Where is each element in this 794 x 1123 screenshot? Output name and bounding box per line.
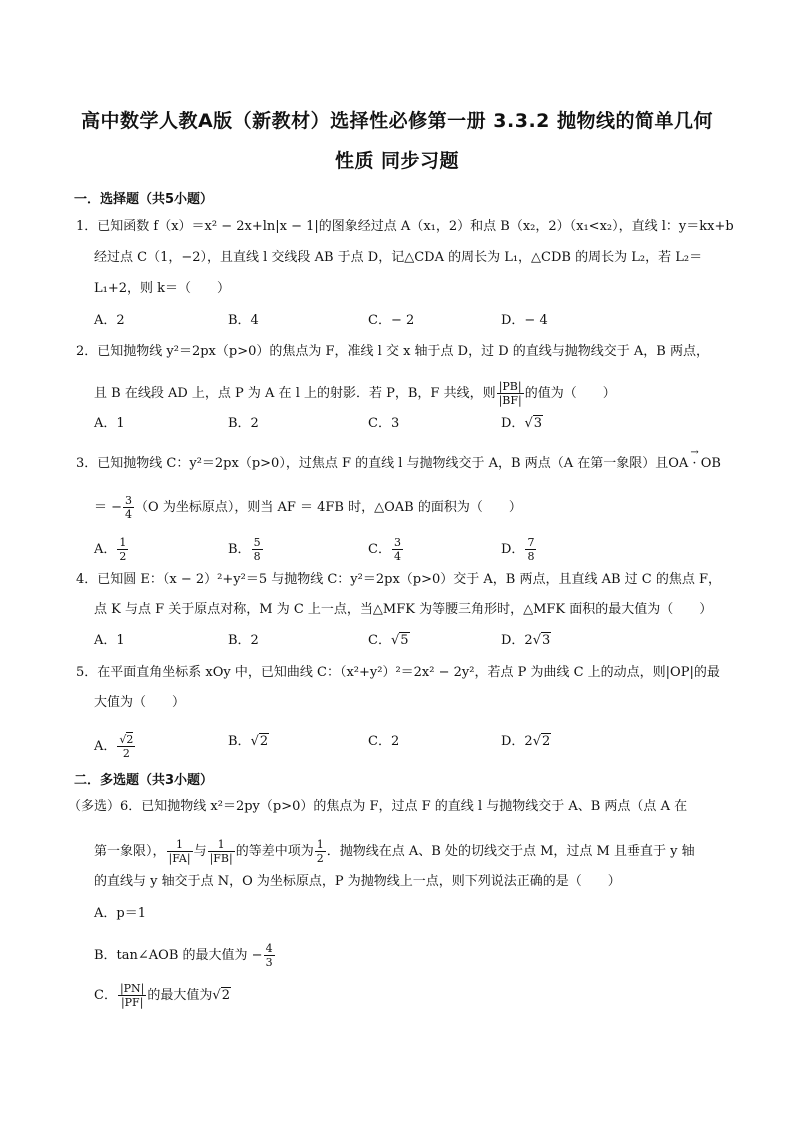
q3-c-den: 4: [393, 550, 401, 563]
q4-option-a: A．1: [94, 633, 125, 648]
q2-option-d: [501, 415, 543, 433]
q2-frac-num: |PB|: [497, 380, 524, 394]
q3-option-a-label: A．: [94, 542, 117, 557]
q1-text-a: 1．已知函数: [76, 219, 154, 234]
question-4-line-1: 4．已知圆 E：（x − 2）²+y²＝5 与抛物线 C：y²＝2px（p>0）交于 A，B 两点，且直线 AB 过 C 的焦点 F，: [76, 572, 722, 587]
q6-frac-3: [315, 838, 326, 865]
q3-frac-num: 3: [125, 494, 133, 507]
q3-option-d: [501, 536, 537, 563]
q1-option-c: C．− 2: [368, 313, 415, 328]
question-6-line-1: （多选）6．已知抛物线 x²＝2py（p>0）的焦点为 F，过点 F 的直线 l 与抛物线交于 A、B 两点（点 A 在: [68, 799, 688, 814]
q5-option-a-label: A．: [94, 739, 117, 754]
q5-option-d-label: D．2: [501, 734, 533, 749]
question-5-line-2: 大值为（ ）: [94, 695, 186, 710]
q6-frac-2: [208, 838, 235, 865]
q6-frac-1: [167, 838, 193, 865]
q3-c-num: 3: [393, 536, 401, 549]
q5-option-a: [94, 733, 136, 760]
q3-option-c-label: C．: [368, 542, 391, 557]
q6-f1-num: 1: [167, 838, 193, 852]
q6-f1-den: |FA|: [168, 852, 191, 865]
q3-d-den: 8: [527, 550, 535, 563]
q5-a-num: √2: [119, 733, 134, 746]
q3-b-num: 5: [253, 536, 261, 549]
q6-option-b-frac: [264, 942, 275, 969]
q2-option-a: A．1: [94, 416, 125, 431]
question-6-line-3: 的直线与 y 轴交于点 N，O 为坐标原点，P 为抛物线上一点，则下列说法正确的是（ ）: [94, 874, 621, 889]
q6-f3-num: 1: [316, 838, 324, 851]
q6-c-num: |PN|: [119, 982, 145, 995]
q4-option-b: B．2: [228, 633, 259, 648]
q2-option-d-radicand: 3: [533, 416, 543, 431]
q3-option-c: [368, 536, 404, 563]
q2-text-a: 且 B 在线段 AD 上，点 P 为 A 在 l 上的射影．若 P，B，F 共线，则: [94, 386, 496, 401]
q3-a-num: 1: [119, 536, 127, 549]
q2-option-b: B．2: [228, 416, 259, 431]
q3-option-b-frac: [252, 536, 263, 563]
q4-option-c-radicand: 5: [400, 633, 409, 648]
question-2-line-1: 2．已知抛物线 y²＝2px（p>0）的焦点为 F，准线 l 交 x 轴于点 D，过 D 的直线与抛物线交于 A，B 两点，: [76, 344, 709, 359]
q5-option-b-label: B．: [228, 734, 251, 749]
question-5-line-1: 5．在平面直角坐标系 xOy 中，已知曲线 C：（x²+y²）²＝2x² − 2y²，若点 P 为曲线 C 上的动点，则|OP|的最: [76, 665, 720, 680]
q5-option-b-radicand: 2: [259, 734, 269, 749]
question-1-line-1: [76, 218, 734, 236]
q2-text-b: 的值为（ ）: [524, 386, 616, 401]
q6-option-c: [94, 982, 231, 1009]
q3-fraction: [123, 494, 134, 521]
q4-option-d: [501, 632, 551, 650]
q6-option-c-frac: [118, 982, 146, 1009]
q3-vector-product: → OA · OB: [668, 455, 721, 473]
q5-a-radicand: 2: [126, 733, 134, 746]
q3-option-a-frac: [117, 536, 128, 563]
q1-option-b: B．4: [228, 313, 259, 328]
q3-option-c-frac: [392, 536, 403, 563]
q6-option-b: [94, 942, 276, 969]
q5-option-b-sqrt: √2: [250, 734, 269, 749]
question-3-line-1: [76, 455, 721, 473]
q3-text-a: 3．已知抛物线 C：y²＝2px（p>0），过焦点 F 的直线 l 与抛物线交于 A，B 两点（A 在第一象限）且: [76, 456, 669, 471]
q6-f2-den: |FB|: [209, 852, 233, 865]
question-1-line-3: L₁+2，则 k＝（ ）: [94, 281, 231, 296]
q5-option-d: [501, 733, 551, 751]
q6-b-den: 3: [265, 956, 273, 969]
q6-c-den: |PF|: [120, 996, 144, 1009]
section-heading-multi: 二．多选题（共3小题）: [74, 773, 214, 788]
q6-f2-num: 1: [208, 838, 235, 852]
q2-fraction: [497, 380, 524, 407]
q4-option-c: [368, 632, 410, 650]
q3-b-den: 8: [253, 550, 261, 563]
q6-option-c-radicand: 2: [221, 988, 230, 1003]
q5-option-b: [228, 733, 269, 751]
q1-text-c: 的图象经过点 A（x₁，2）和点 B（x₂，2）（x₁<x₂），直线 l：y＝kx+b: [318, 219, 734, 234]
q4-option-d-label: D．2: [501, 633, 533, 648]
q3-frac-den: 4: [125, 508, 133, 521]
q2-option-d-sqrt: √3: [524, 416, 543, 431]
q4-option-c-label: C．: [368, 633, 391, 648]
q1-option-d: D．− 4: [501, 313, 548, 328]
q1-function: f（x）＝x² − 2x+ln|x − 1|: [153, 219, 319, 234]
question-3-line-2: [94, 494, 522, 521]
q3-d-num: 7: [527, 536, 535, 549]
q5-a-den: 2: [122, 747, 130, 760]
q3-option-d-frac: [525, 536, 536, 563]
q4-option-d-sqrt: √3: [532, 633, 551, 648]
section-heading-choice: 一．选择题（共5小题）: [74, 192, 214, 207]
q6-text-a: 第一象限），: [94, 844, 166, 859]
q6-option-b-text: B．tan∠AOB 的最大值为 −: [94, 948, 263, 963]
q1-option-a: A．2: [94, 313, 125, 328]
q6-option-c-sqrt: √2: [212, 988, 230, 1003]
q3-a-den: 2: [119, 550, 127, 563]
question-4-line-2: 点 K 与点 F 关于原点对称，M 为 C 上一点，当△MFK 为等腰三角形时，△MFK 面积的最大值为（ ）: [94, 602, 713, 617]
q6-text-mid: 与: [193, 844, 207, 859]
q6-option-c-text: 的最大值为: [147, 988, 213, 1003]
q5-option-d-sqrt: √2: [532, 734, 551, 749]
question-6-line-2: [94, 838, 695, 865]
q5-option-d-radicand: 2: [542, 734, 551, 749]
document-title-line1: 高中数学人教A版（新教材）选择性必修第一册 3.3.2 抛物线的简单几何: [80, 110, 714, 132]
q3-option-b-label: B．: [228, 542, 251, 557]
q5-option-a-frac: [117, 733, 135, 760]
q3-option-d-label: D．: [501, 542, 525, 557]
q3-text-b: （O 为坐标原点），则当 AF ＝ 4FB 时，△OAB 的面积为（ ）: [135, 500, 522, 515]
q6-option-a: A．p＝1: [94, 906, 146, 921]
q6-f3-den: 2: [316, 852, 324, 865]
q6-text-c: ．抛物线在点 A、B 处的切线交于点 M，过点 M 且垂直于 y 轴: [326, 844, 695, 859]
q2-frac-den: |BF|: [498, 394, 522, 407]
q4-option-c-sqrt: √5: [390, 633, 409, 648]
q3-eq-prefix: ＝ −: [94, 500, 123, 515]
q6-option-c-label: C．: [94, 988, 117, 1003]
q6-b-num: 4: [265, 942, 273, 955]
q4-option-d-radicand: 3: [542, 633, 551, 648]
document-title-line2: 性质 同步习题: [334, 150, 460, 172]
q2-option-d-label: D．: [501, 416, 525, 431]
question-2-line-2: [94, 380, 616, 407]
question-1-line-2: 经过点 C（1，−2），且直线 l 交线段 AB 于点 D，记△CDA 的周长为 L₁，△CDB 的周长为 L₂，若 L₂＝: [94, 250, 703, 265]
q3-option-b: [228, 536, 264, 563]
q6-text-b: 的等差中项为: [235, 844, 314, 859]
q5-option-c: C．2: [368, 734, 400, 749]
q3-option-a: [94, 536, 129, 563]
q2-option-c: C．3: [368, 416, 400, 431]
